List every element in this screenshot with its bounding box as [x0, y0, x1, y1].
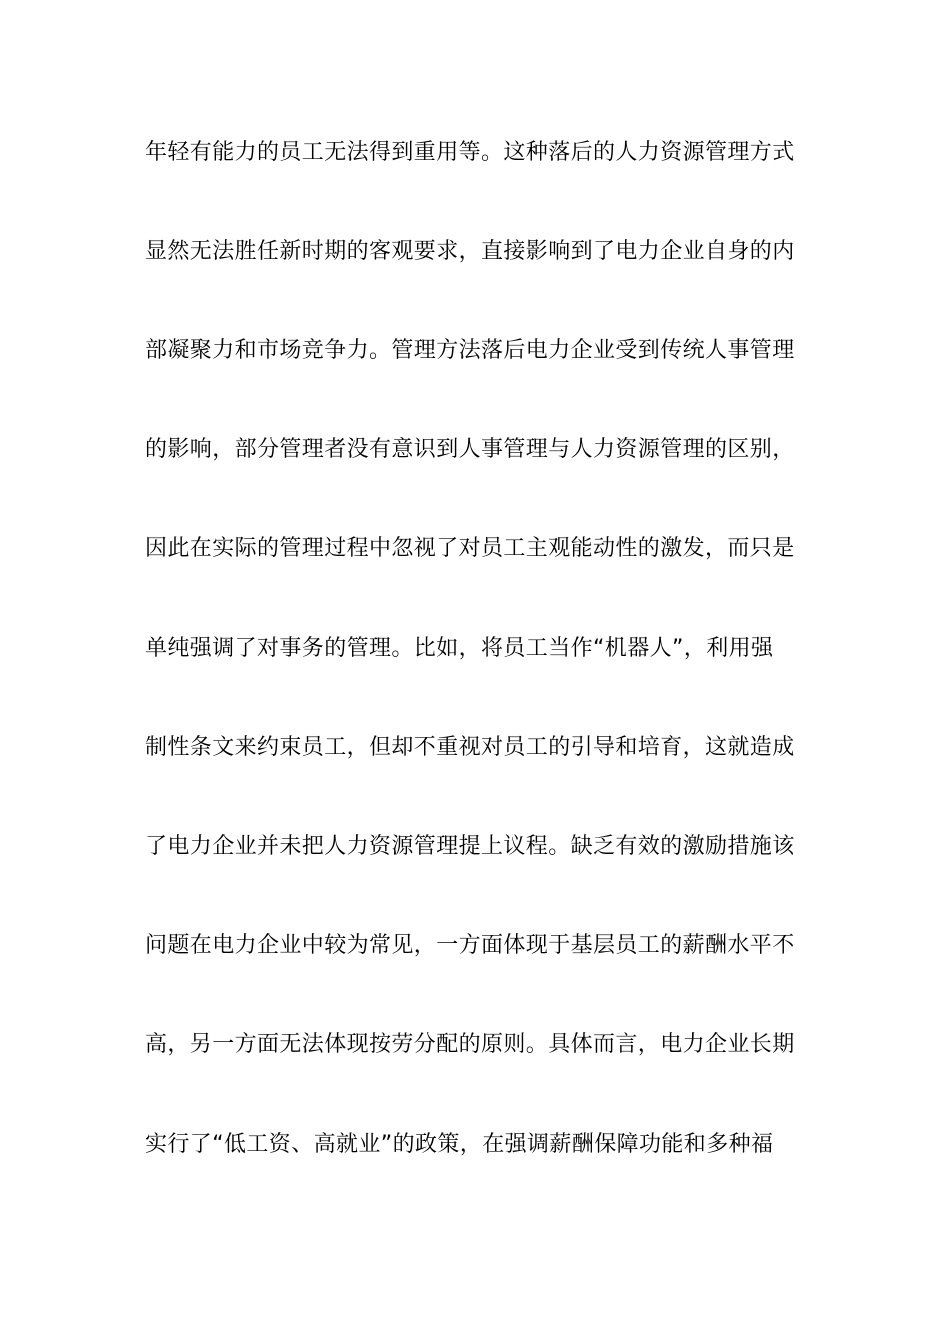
text-line: 显然无法胜任新时期的客观要求，直接影响到了电力企业自身的内	[145, 239, 795, 264]
text-line: 因此在实际的管理过程中忽视了对员工主观能动性的激发，而只是	[145, 536, 795, 561]
text-line: 问题在电力企业中较为常见，一方面体现于基层员工的薪酬水平不	[145, 933, 795, 958]
text-line: 部凝聚力和市场竞争力。管理方法落后电力企业受到传统人事管理	[145, 338, 795, 363]
text-line: 了电力企业并未把人力资源管理提上议程。缺乏有效的激励措施该	[145, 834, 795, 859]
text-line: 的影响，部分管理者没有意识到人事管理与人力资源管理的区别，	[145, 437, 795, 462]
text-line: 年轻有能力的员工无法得到重用等。这种落后的人力资源管理方式	[145, 140, 795, 165]
text-line: 实行了“低工资、高就业”的政策，在强调薪酬保障功能和多种福	[145, 1132, 774, 1157]
text-line: 高，另一方面无法体现按劳分配的原则。具体而言，电力企业长期	[145, 1032, 795, 1057]
text-line: 制性条文来约束员工，但却不重视对员工的引导和培育，这就造成	[145, 735, 795, 760]
text-line: 单纯强调了对事务的管理。比如，将员工当作“机器人”，利用强	[145, 636, 774, 661]
